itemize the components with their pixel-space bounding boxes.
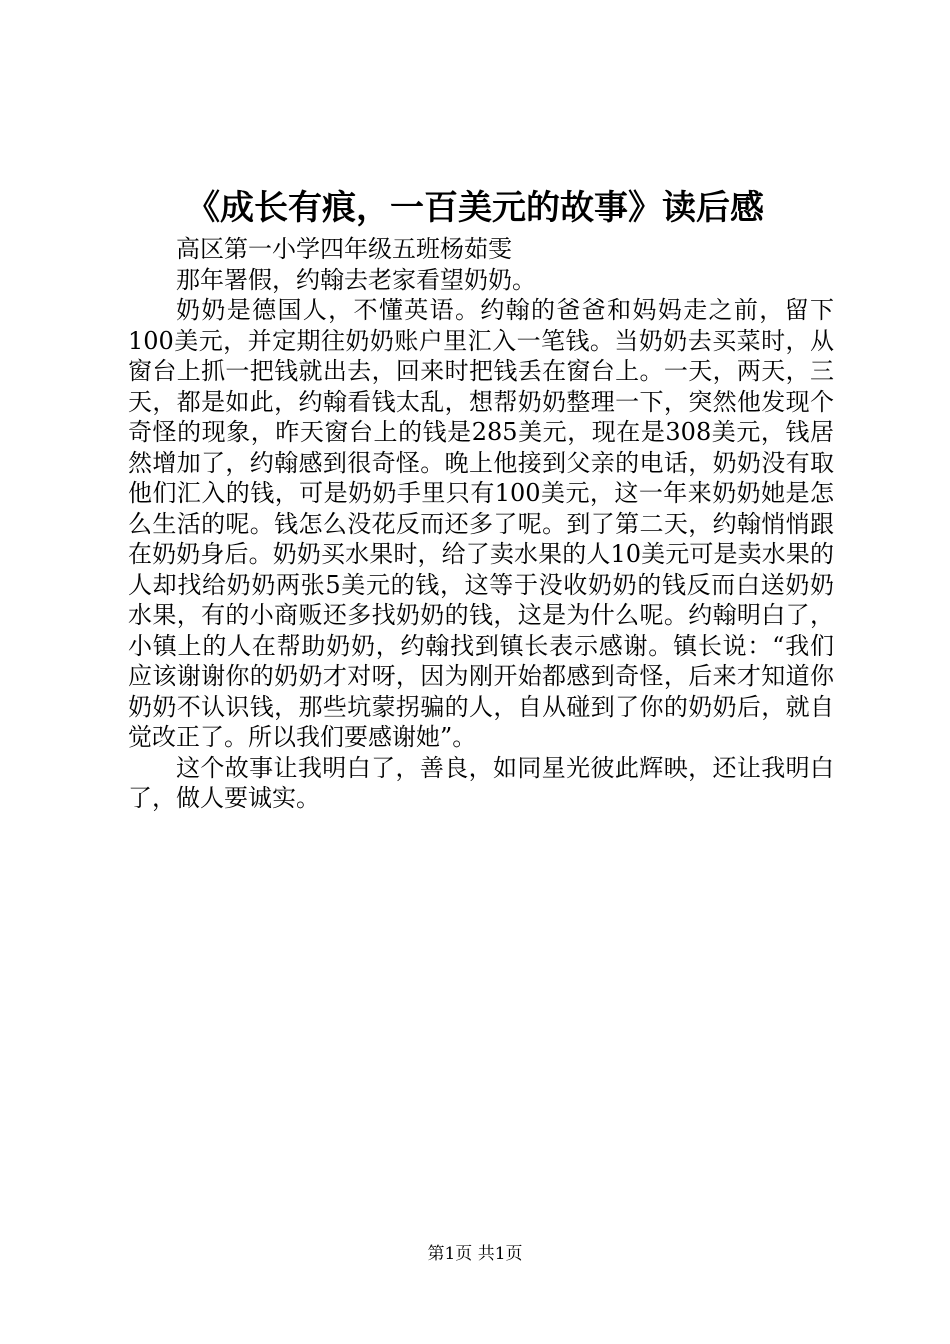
paragraph-story: 奶奶是德国人，不懂英语。约翰的爸爸和妈妈走之前，留下100美元，并定期往奶奶账户里汇入一笔钱。当奶奶去买菜时，从窗台上抓一把钱就出去，回来时把钱丢在窗台上。一天，两天，三天，都是如此，约翰看钱太乱，想帮奶奶整理一下，突然他发现个奇怪的现象，昨天窗台上的钱是285美元，现在是308美元，钱居然增加了，约翰感到很奇怪。晚上他接到父亲的电话，奶奶没有取他们汇入的钱，可是奶奶手里只有100美元，这一年来奶奶她是怎么生活的呢。钱怎么没花反而还多了呢。到了第二天，约翰悄悄跟在奶奶身后。奶奶买水果时，给了卖水果的人10美元可是卖水果的人却找给奶奶两张5美元的钱，这等于没收奶奶的钱反而白送奶奶水果，有的小商贩还多找奶奶的钱，这是为什么呢。约翰明白了，小镇上的人在帮助奶奶，约翰找到镇长表示感谢。镇长说：“我们应该谢谢你的奶奶才对呀，因为刚开始都感到奇怪，后来才知道你奶奶不认识钱，那些坑蒙拐骗的人，自从碰到了你的奶奶后，就自觉改正了。所以我们要感谢她”。 <box>128 296 834 751</box>
paragraph-conclusion: 这个故事让我明白了，善良，如同星光彼此辉映，还让我明白了，做人要诚实。 <box>128 753 834 812</box>
document-body <box>128 234 834 814</box>
page-footer: 第1页 共1页 <box>427 1244 523 1264</box>
paragraph-intro: 那年署假，约翰去老家看望奶奶。 <box>176 265 536 294</box>
author-line: 高区第一小学四年级五班杨茹雯 <box>176 235 512 263</box>
document-title: 《成长有痕，一百美元的故事》读后感 <box>186 188 764 228</box>
